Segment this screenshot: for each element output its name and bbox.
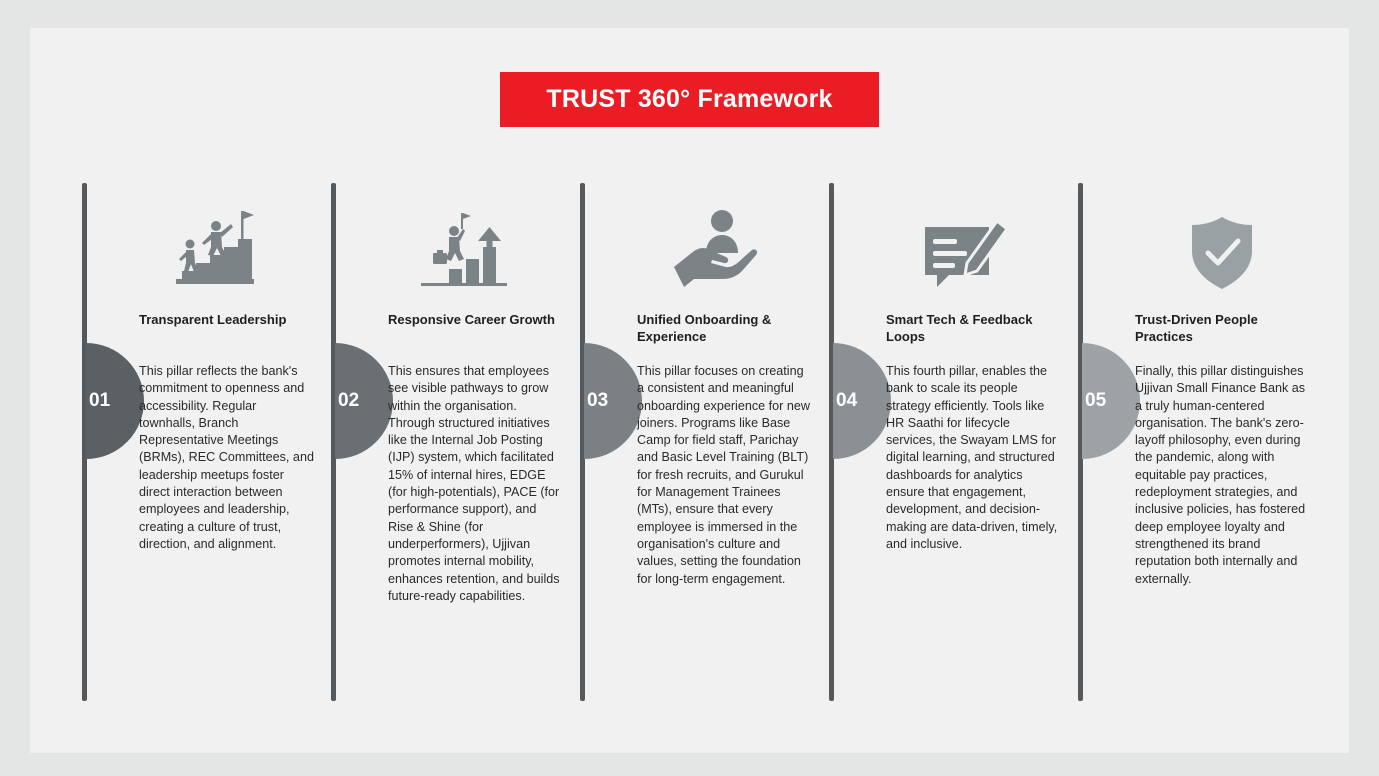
pillar-body: This pillar reflects the bank's commitment to openness and accessibility. Regular townhalls, Branch Representative Meetings (BRMs), REC Committees, and leadership meetups foster direct interaction between employees and leadership, creating a culture of trust, direction, and alignment. <box>139 364 314 551</box>
pillar-3 <box>580 183 820 701</box>
pillar-heading: Smart Tech & Feedback Loops <box>886 312 1033 344</box>
feedback-pen-icon <box>909 201 1019 291</box>
shield-check-icon <box>1158 201 1268 291</box>
pillar-number: 05 <box>1085 390 1107 411</box>
pillar-number-badge <box>584 343 642 459</box>
pillar-1 <box>82 183 322 701</box>
pillar-body: Finally, this pillar distinguishes Ujjivan Small Finance Bank as a truly human-centered organisation. The bank's zero-layoff philosophy, even during the pandemic, along with equitable pay practices, redeployment strategies, and inclusive policies, has fostered deep employee loyalty and strengthened its brand reputation both internally and externally. <box>1135 364 1306 586</box>
pillar-number-badge <box>86 343 144 459</box>
pillar-number: 02 <box>338 390 360 411</box>
pillar-body: This fourth pillar, enables the bank to scale its people strategy efficiently. Tools like HR Saathi for lifecycle services, the Swayam LMS for digital learning, and structured dashboards for analytics ensure that engagement, development, and decision-making are data-driven, timely, and inclusive. <box>886 364 1058 551</box>
pillar-body: This pillar focuses on creating a consistent and meaningful onboarding experience for new joiners. Programs like Base Camp for field staff, Parichay and Basic Level Training (BLT) for fresh recruits, and Gurukul for Management Trainees (MTs), ensure that every employee is immersed in the organisation's culture and values, setting the foundation for long-term engagement. <box>637 364 810 586</box>
pillar-heading: Responsive Career Growth <box>388 312 555 327</box>
pillar-heading: Unified Onboarding & Experience <box>637 312 772 344</box>
pillar-number-badge <box>1082 343 1140 459</box>
pillar-body: This ensures that employees see visible pathways to grow within the organisation. Through structured initiatives like the Internal Job Posting (IJP) system, which facilitated 15% of internal hires, EDGE (for high-potentials), PACE (for performance support), and Rise & Shine (for underperformers), Ujjivan promotes internal mobility, enhances retention, and builds future-ready capabilities. <box>388 364 560 603</box>
pillar-4 <box>829 183 1069 701</box>
pillar-number-badge <box>833 343 891 459</box>
pillar-2 <box>331 183 571 701</box>
pillar-number: 01 <box>89 390 111 411</box>
pillar-number-badge <box>335 343 393 459</box>
pillar-number: 04 <box>836 390 858 411</box>
career-growth-icon <box>411 201 521 291</box>
pillar-heading: Transparent Leadership <box>139 312 287 327</box>
hand-person-icon <box>660 201 770 291</box>
pillar-number: 03 <box>587 390 609 411</box>
pillar-heading: Trust-Driven People Practices <box>1135 312 1258 344</box>
leadership-climb-icon <box>162 201 272 291</box>
framework-title: TRUST 360° Framework <box>500 72 879 127</box>
pillar-5 <box>1078 183 1318 701</box>
